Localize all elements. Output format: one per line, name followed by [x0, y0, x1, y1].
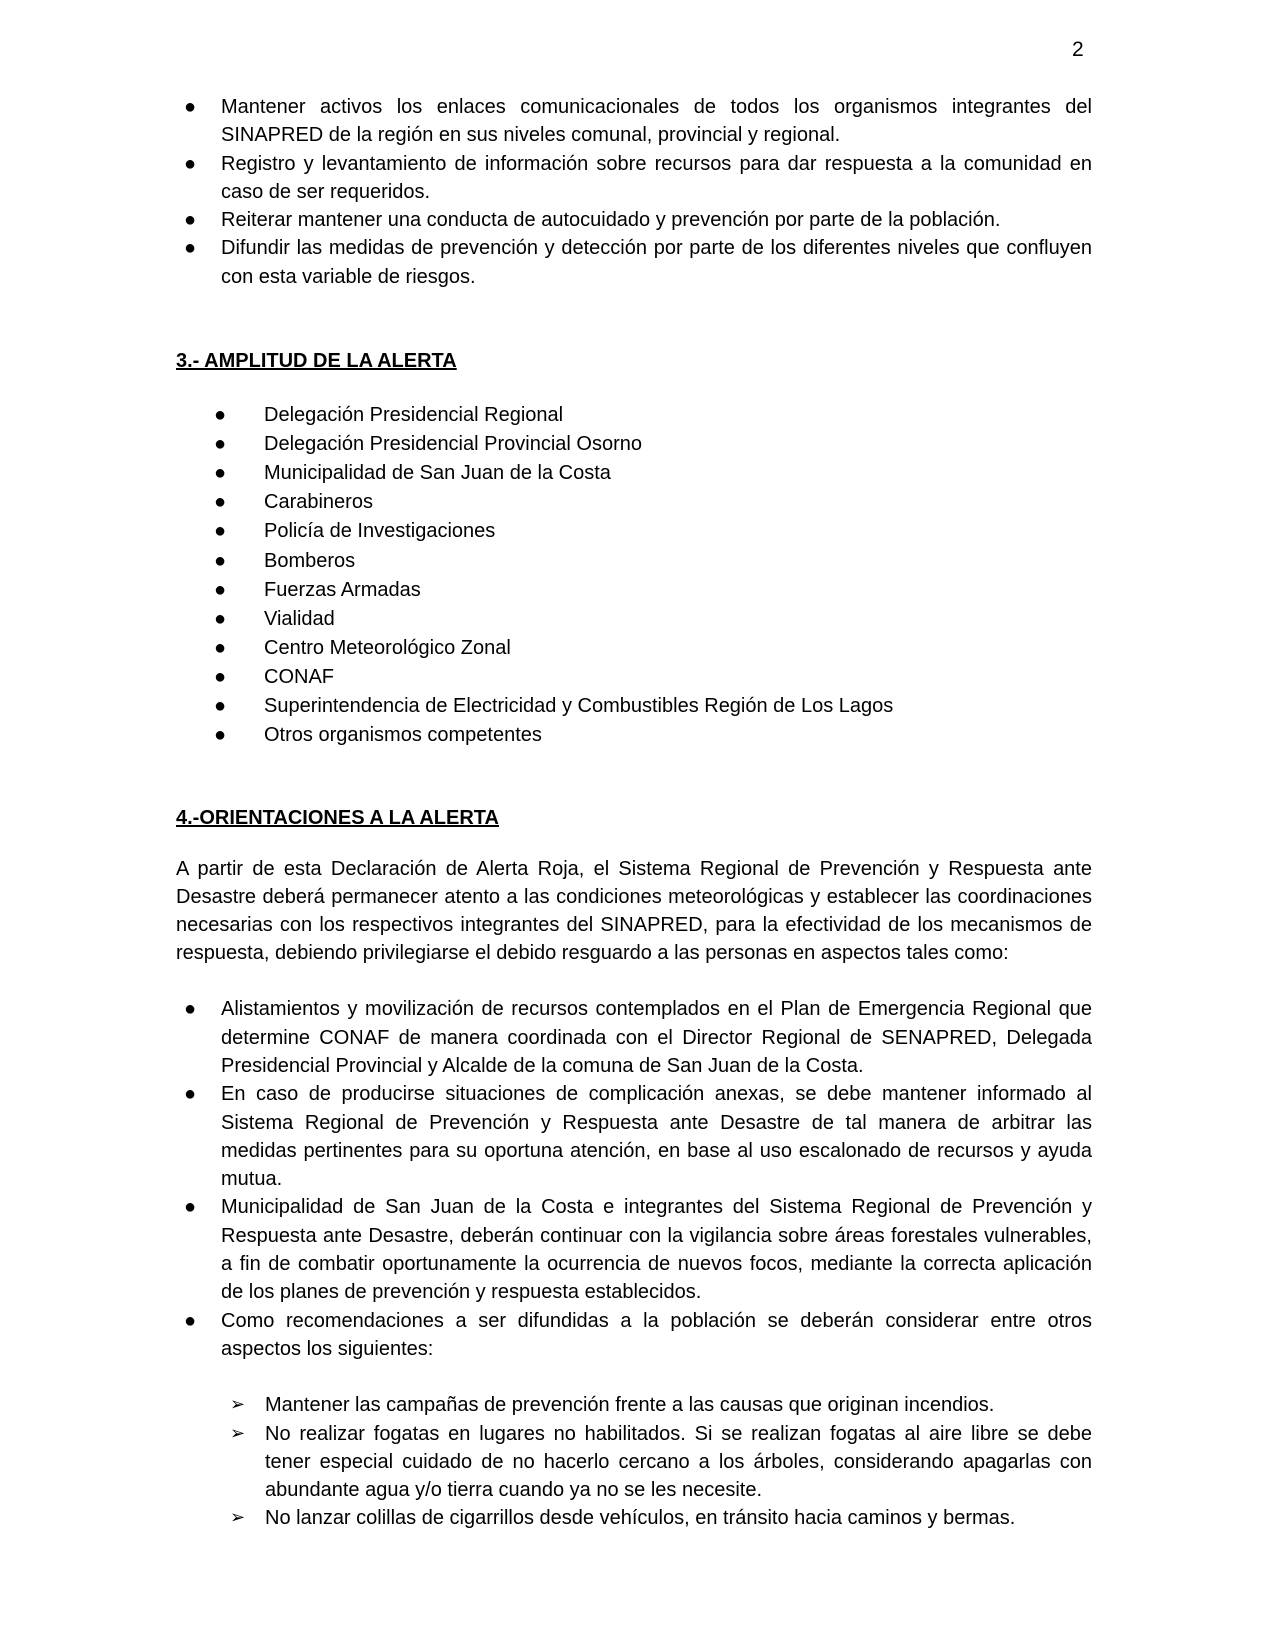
list-item: ● Municipalidad de San Juan de la Costa e integrantes del Sistema Regional de Prevención y Respuesta ante Desastre, deberán continuar con la vigilancia sobre áreas forestales vulnerables, a fin de combatir oportunamente la ocurrencia de nuevos focos, mediante la correcta aplicación de los planes de prevención y respuesta establecidos.	[176, 1193, 1092, 1306]
list-item: ● Mantener activos los enlaces comunicacionales de todos los organismos integrantes del SINAPRED de la región en sus niveles comunal, provincial y regional.	[176, 93, 1092, 150]
section-4-paragraph: A partir de esta Declaración de Alerta Roja, el Sistema Regional de Prevención y Respuesta ante Desastre deberá permanecer atento a las condiciones meteorológicas y establecer las coordinaciones necesarias con los respectivos integrantes del SINAPRED, para la efectividad de los mecanismos de respuesta, debiendo privilegiarse el debido resguardo a las personas en aspectos tales como:	[176, 858, 1092, 964]
list-item: ● Otros organismos competentes	[176, 721, 1092, 750]
list-item: ● Bomberos	[176, 547, 1092, 576]
arrow-bullet-icon: ➢	[230, 1394, 246, 1416]
bullet-icon: ●	[184, 96, 197, 118]
bullet-icon: ●	[184, 237, 197, 260]
bullet-icon: ●	[184, 1196, 197, 1219]
list-item: ● Alistamientos y movilización de recursos contemplados en el Plan de Emergencia Regional que determine CONAF de manera coordinada con el Director Regional de SENAPRED, Delegada Presidencial Provincial y Alcalde de la comuna de San Juan de la Costa.	[176, 995, 1092, 1080]
page-content	[176, 93, 1092, 1533]
list-item: ● Reiterar mantener una conducta de autocuidado y prevención por parte de la población.	[176, 206, 1092, 234]
bullet-icon: ●	[214, 636, 227, 659]
arrow-bullet-icon: ➢	[230, 1507, 246, 1529]
bullet-icon: ●	[184, 152, 197, 175]
list-item: ➢ Mantener las campañas de prevención frente a las causas que originan incendios.	[176, 1391, 1092, 1419]
list-item: ● Municipalidad de San Juan de la Costa	[176, 459, 1092, 488]
section-4-heading: 4.-ORIENTACIONES A LA ALERTA	[176, 807, 499, 830]
bullet-icon: ●	[214, 520, 227, 543]
bullet-icon: ●	[214, 433, 227, 456]
bullet-icon: ●	[184, 209, 197, 232]
intro-bullet-list	[176, 93, 1092, 291]
section-3-heading: 3.- AMPLITUD DE LA ALERTA	[176, 350, 457, 373]
list-item: ● Delegación Presidencial Provincial Osorno	[176, 430, 1092, 459]
list-item: ● Difundir las medidas de prevención y detección por parte de los diferentes niveles que confluyen con esta variable de riesgos.	[176, 234, 1092, 291]
list-item: ● Fuerzas Armadas	[176, 576, 1092, 605]
list-item: ● Carabineros	[176, 488, 1092, 517]
orientation-bullet-list	[176, 995, 1092, 1363]
bullet-icon: ●	[214, 665, 227, 688]
bullet-icon: ●	[184, 1309, 197, 1332]
bullet-icon: ●	[214, 724, 227, 747]
list-item: ● Vialidad	[176, 605, 1092, 634]
bullet-icon: ●	[214, 462, 227, 485]
list-item: ● Registro y levantamiento de información sobre recursos para dar respuesta a la comunidad en caso de ser requeridos.	[176, 150, 1092, 207]
list-item: ● Centro Meteorológico Zonal	[176, 634, 1092, 663]
list-item: ● Policía de Investigaciones	[176, 517, 1092, 546]
recommendation-list	[176, 1391, 1092, 1532]
list-item: ➢ No realizar fogatas en lugares no habilitados. Si se realizan fogatas al aire libre se debe tener especial cuidado de no hacerlo cercano a los árboles, considerando apagarlas con abundante agua y/o tierra cuando ya no se les necesite.	[176, 1420, 1092, 1505]
bullet-icon: ●	[184, 1083, 197, 1106]
page-number: 2	[1072, 38, 1084, 61]
list-item: ● En caso de producirse situaciones de complicación anexas, se debe mantener informado al Sistema Regional de Prevención y Respuesta ante Desastre de tal manera de arbitrar las medidas pertinentes para su oportuna atención, en base al uso escalonado de recursos y ayuda mutua.	[176, 1080, 1092, 1193]
bullet-icon: ●	[214, 549, 227, 572]
list-item: ● Como recomendaciones a ser difundidas a la población se deberán considerar entre otros aspectos los siguientes:	[176, 1307, 1092, 1364]
bullet-icon: ●	[214, 695, 227, 718]
list-item: ● Delegación Presidencial Regional	[176, 401, 1092, 430]
arrow-bullet-icon: ➢	[230, 1422, 246, 1444]
bullet-icon: ●	[214, 491, 227, 514]
bullet-icon: ●	[184, 998, 197, 1021]
list-item: ● CONAF	[176, 663, 1092, 692]
bullet-icon: ●	[214, 404, 227, 427]
bullet-icon: ●	[214, 607, 227, 630]
list-item: ● Superintendencia de Electricidad y Combustibles Región de Los Lagos	[176, 692, 1092, 721]
list-item: ➢ No lanzar colillas de cigarrillos desde vehículos, en tránsito hacia caminos y bermas.	[176, 1504, 1092, 1532]
bullet-icon: ●	[214, 578, 227, 601]
alert-scope-list	[176, 401, 1092, 750]
